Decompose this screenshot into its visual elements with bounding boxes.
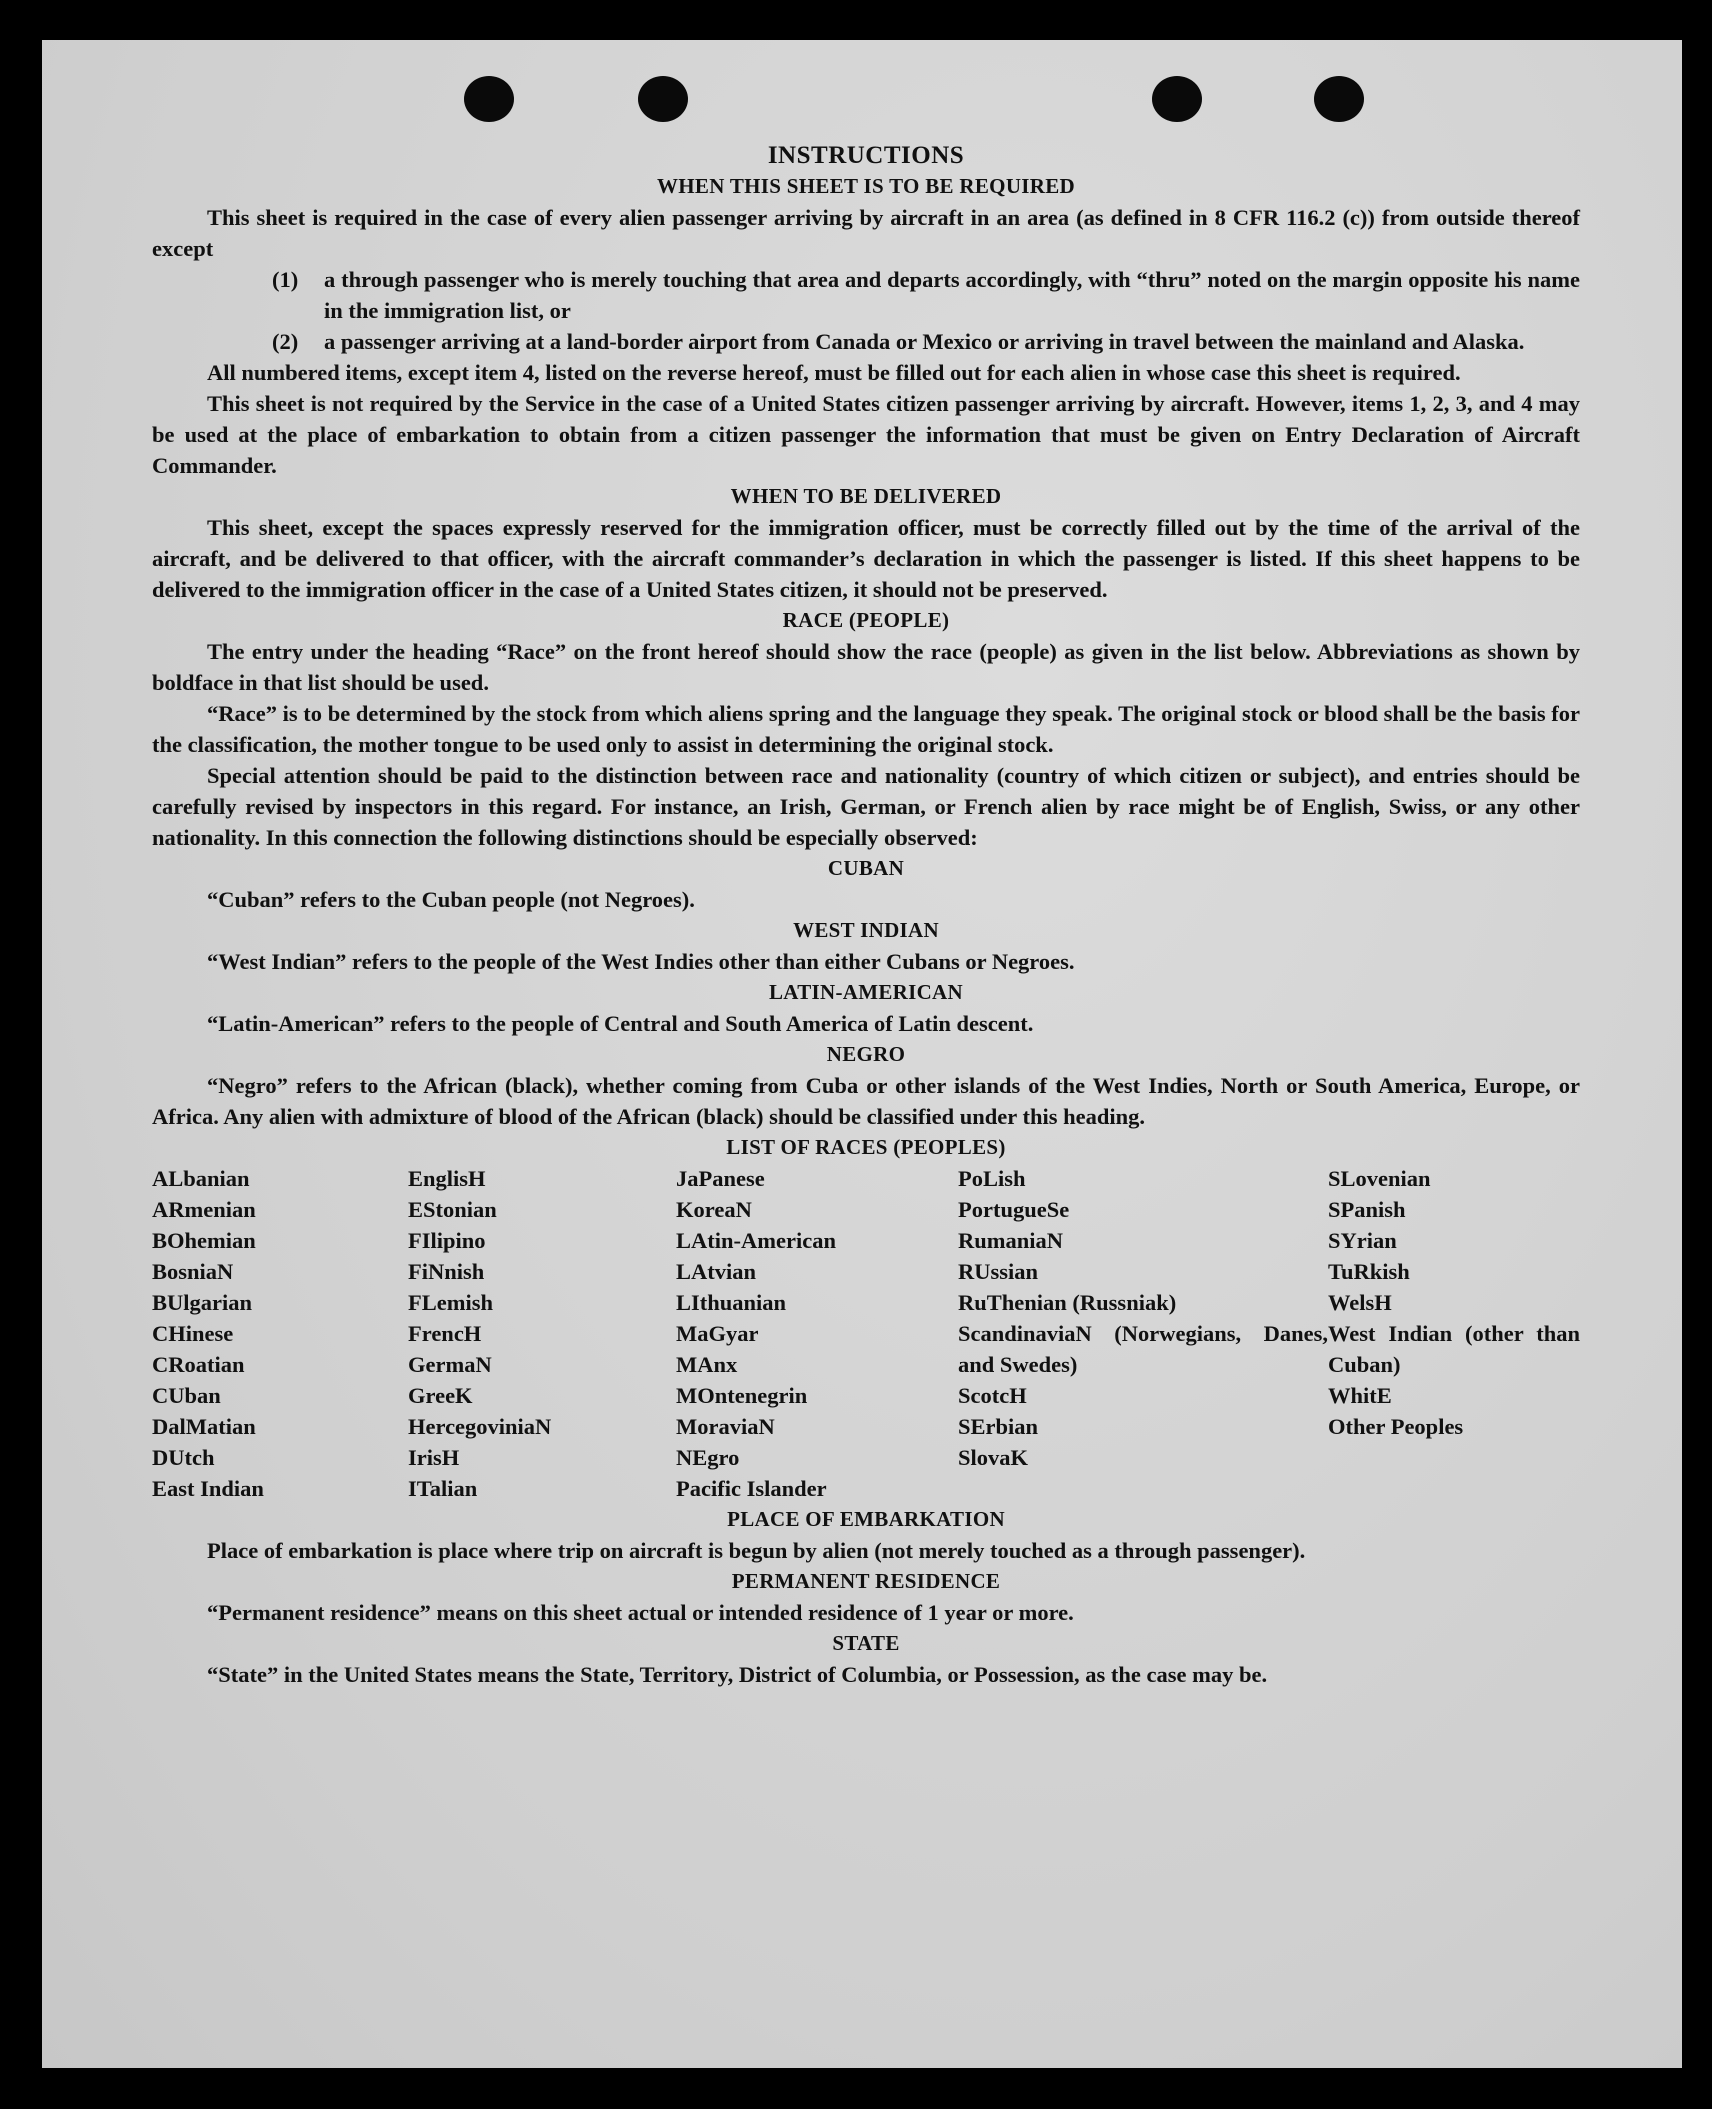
- section-heading-state: STATE: [832, 1631, 900, 1655]
- instructions-content: [152, 140, 1580, 1690]
- paragraph: “State” in the United States means the State, Territory, District of Columbia, or Possession, as the case may be.: [207, 1662, 1268, 1687]
- race-entry: BosniaN: [152, 1259, 234, 1284]
- paragraph: “Negro” refers to the African (black), whether coming from Cuba or other islands of the West Indies, North or South America, Europe, or Africa. Any alien with admixture of blood of the African (black) should be classified under this heading.: [152, 1073, 1580, 1129]
- section-heading-race: RACE (PEOPLE): [782, 608, 950, 632]
- race-entry: PoLish: [958, 1166, 1026, 1191]
- race-entry: ScotcH: [958, 1383, 1027, 1408]
- race-entry: HercegoviniaN: [408, 1414, 552, 1439]
- page-title: INSTRUCTIONS: [767, 142, 965, 169]
- race-entry: CUban: [152, 1383, 221, 1408]
- race-entry: BOhemian: [152, 1228, 256, 1253]
- section-heading-when-delivered: WHEN TO BE DELIVERED: [730, 484, 1002, 508]
- race-entry: Other Peoples: [1328, 1414, 1464, 1439]
- race-entry: West Indian (other than Cuban): [1328, 1321, 1580, 1377]
- race-entry: RUssian: [958, 1259, 1039, 1284]
- race-entry: SErbian: [958, 1414, 1039, 1439]
- race-entry: ScandinaviaN (Norwegians, Danes, and Swedes): [958, 1321, 1328, 1377]
- race-entry: CRoatian: [152, 1352, 245, 1377]
- race-entry: ITalian: [408, 1476, 478, 1501]
- paragraph: All numbered items, except item 4, listed on the reverse hereof, must be filled out for each alien in whose case this sheet is required.: [207, 360, 1461, 385]
- exception-item: [272, 326, 1580, 357]
- races-list: [152, 1163, 1580, 1504]
- punch-hole: [638, 76, 688, 122]
- race-entry: Pacific Islander: [676, 1476, 827, 1501]
- race-entry: GermaN: [408, 1352, 492, 1377]
- paragraph: “Cuban” refers to the Cuban people (not Negroes).: [207, 887, 695, 912]
- races-column: [1328, 1163, 1580, 1504]
- section-heading-negro: NEGRO: [826, 1042, 906, 1066]
- race-entry: ARmenian: [152, 1197, 256, 1222]
- paragraph: “West Indian” refers to the people of the West Indies other than either Cubans or Negroes.: [207, 949, 1075, 974]
- paragraph: “Race” is to be determined by the stock from which aliens spring and the language they speak. The original stock or blood shall be the basis for the classification, the mother tongue to be used only to assist in determining the original stock.: [152, 701, 1580, 757]
- races-column: [408, 1163, 676, 1504]
- section-heading-residence: PERMANENT RESIDENCE: [731, 1569, 1001, 1593]
- race-entry: MoraviaN: [676, 1414, 775, 1439]
- section-heading-west-indian: WEST INDIAN: [793, 918, 939, 942]
- section-heading-latin-american: LATIN-AMERICAN: [769, 980, 963, 1004]
- paragraph: This sheet is required in the case of every alien passenger arriving by aircraft in an area (as defined in 8 CFR 116.2 (c)) from outside thereof except: [152, 205, 1580, 261]
- race-entry: KoreaN: [676, 1197, 752, 1222]
- race-entry: WhitE: [1328, 1383, 1392, 1408]
- punch-hole: [464, 76, 514, 122]
- race-entry: SPanish: [1328, 1197, 1406, 1222]
- race-entry: SLovenian: [1328, 1166, 1431, 1191]
- item-number: (2): [272, 329, 299, 354]
- race-entry: DalMatian: [152, 1414, 256, 1439]
- race-entry: MAnx: [676, 1352, 738, 1377]
- race-entry: FiNnish: [408, 1259, 485, 1284]
- race-entry: SYrian: [1328, 1228, 1397, 1253]
- race-entry: MOntenegrin: [676, 1383, 808, 1408]
- race-entry: LAtin-American: [676, 1228, 836, 1253]
- race-entry: GreeK: [408, 1383, 473, 1408]
- race-entry: RumaniaN: [958, 1228, 1064, 1253]
- races-column: [152, 1163, 408, 1504]
- paragraph: This sheet is not required by the Service in the case of a United States citizen passenger arriving by aircraft. However, items 1, 2, 3, and 4 may be used at the place of embarkation to obtain from a citizen passenger the information that must be given on Entry Declaration of Aircraft Commander.: [152, 391, 1580, 478]
- race-entry: JaPanese: [676, 1166, 765, 1191]
- race-entry: LAtvian: [676, 1259, 757, 1284]
- race-entry: RuThenian (Russniak): [958, 1290, 1177, 1315]
- section-heading-embarkation: PLACE OF EMBARKATION: [727, 1507, 1005, 1531]
- race-entry: PortugueSe: [958, 1197, 1070, 1222]
- paragraph: The entry under the heading “Race” on the front hereof should show the race (people) as given in the list below. Abbreviations as shown by boldface in that list should be used.: [152, 639, 1580, 695]
- race-entry: FLemish: [408, 1290, 494, 1315]
- race-entry: BUlgarian: [152, 1290, 253, 1315]
- section-heading-when-required: WHEN THIS SHEET IS TO BE REQUIRED: [656, 174, 1075, 198]
- races-column: [676, 1163, 958, 1504]
- paragraph: Place of embarkation is place where trip on aircraft is begun by alien (not merely touched as a through passenger).: [207, 1538, 1306, 1563]
- race-entry: CHinese: [152, 1321, 234, 1346]
- punch-hole: [1152, 76, 1202, 122]
- race-entry: FrencH: [408, 1321, 482, 1346]
- section-heading-list-of-races: LIST OF RACES (PEOPLES): [726, 1135, 1006, 1159]
- race-entry: DUtch: [152, 1445, 215, 1470]
- race-entry: ALbanian: [152, 1166, 250, 1191]
- race-entry: IrisH: [408, 1445, 460, 1470]
- race-entry: LIthuanian: [676, 1290, 787, 1315]
- exception-item: [272, 264, 1580, 326]
- race-entry: MaGyar: [676, 1321, 759, 1346]
- section-heading-cuban: CUBAN: [827, 856, 905, 880]
- paragraph: This sheet, except the spaces expressly reserved for the immigration officer, must be correctly filled out by the time of the arrival of the aircraft, and be delivered to that officer, with the aircraft commander’s declaration in which the passenger is listed. If this sheet happens to be delivered to the immigration officer in the case of a United States citizen, it should not be preserved.: [152, 515, 1580, 602]
- race-entry: EnglisH: [408, 1166, 486, 1191]
- races-column: [958, 1163, 1328, 1504]
- paragraph: “Permanent residence” means on this sheet actual or intended residence of 1 year or more.: [207, 1600, 1074, 1625]
- race-entry: SlovaK: [958, 1445, 1029, 1470]
- item-text: a through passenger who is merely touching that area and departs accordingly, with “thru” noted on the margin opposite his name in the immigration list, or: [324, 267, 1580, 323]
- paragraph: “Latin-American” refers to the people of Central and South America of Latin descent.: [207, 1011, 1034, 1036]
- document-sheet: [42, 40, 1682, 2068]
- race-entry: EStonian: [408, 1197, 497, 1222]
- paragraph: Special attention should be paid to the distinction between race and nationality (country of which citizen or subject), and entries should be carefully revised by inspectors in this regard. For instance, an Irish, German, or French alien by race might be of English, Swiss, or any other nationality. In this connection the following distinctions should be especially observed:: [152, 763, 1580, 850]
- race-entry: East Indian: [152, 1476, 264, 1501]
- race-entry: WelsH: [1328, 1290, 1392, 1315]
- item-text: a passenger arriving at a land-border airport from Canada or Mexico or arriving in travel between the mainland and Alaska.: [324, 329, 1525, 354]
- race-entry: NEgro: [676, 1445, 740, 1470]
- race-entry: FIlipino: [408, 1228, 486, 1253]
- item-number: (1): [272, 267, 299, 292]
- race-entry: TuRkish: [1328, 1259, 1410, 1284]
- punch-hole: [1314, 76, 1364, 122]
